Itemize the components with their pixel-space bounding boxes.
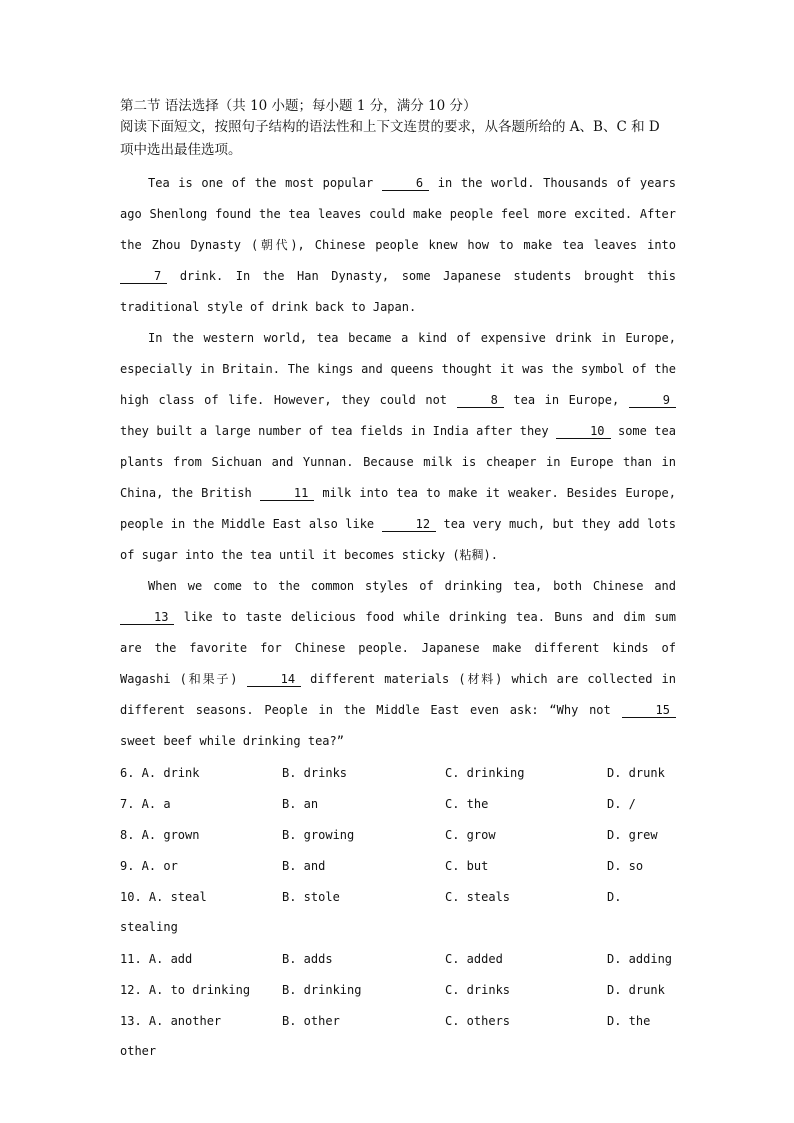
option-a: 10. A. steal — [120, 889, 207, 904]
option-row — [120, 819, 676, 850]
passage-paragraph-3: When we come to the common styles of drinking tea, both Chinese and 13 like to taste delicious food while drinking tea. Buns and dim sum are the favorite for Chinese people. Japanese make different kinds of Wagashi (和果子) 14 different materials (材料) which are collected in different seasons. People in the Middle East even ask: “Why not 15 sweet beef while drinking tea?” — [120, 579, 676, 748]
option-row — [120, 881, 676, 912]
option-row — [120, 1005, 676, 1036]
option-b: B. drinks — [282, 765, 348, 780]
option-d: D. drunk — [607, 765, 665, 780]
option-row — [120, 788, 676, 819]
option-wrap: other — [120, 1044, 157, 1058]
option-b: B. stole — [282, 889, 340, 904]
option-a: 8. A. grown — [120, 827, 200, 842]
option-a: 11. A. add — [120, 951, 193, 966]
blank-13: 13 — [120, 610, 174, 625]
section-heading: 第二节 语法选择（共 10 小题；每小题 1 分，满分 10 分） — [120, 98, 477, 114]
blank-15: 15 — [622, 703, 676, 718]
option-d: D. — [607, 889, 622, 904]
blank-12: 12 — [382, 517, 436, 532]
options-list — [120, 757, 676, 1067]
option-b: B. drinking — [282, 982, 362, 997]
option-b: B. an — [282, 796, 319, 811]
option-b: B. adds — [282, 951, 333, 966]
blank-14: 14 — [247, 672, 301, 687]
option-a: 9. A. or — [120, 858, 178, 873]
option-b: B. other — [282, 1013, 340, 1028]
option-row — [120, 850, 676, 881]
blank-9: 9 — [629, 393, 676, 408]
blank-6: 6 — [382, 176, 429, 191]
option-c: C. others — [445, 1013, 511, 1028]
option-row — [120, 974, 676, 1005]
option-c: C. drinking — [445, 765, 525, 780]
option-a: 12. A. to drinking — [120, 982, 251, 997]
blank-10: 10 — [556, 424, 610, 439]
option-d: D. / — [607, 796, 636, 811]
option-b: B. growing — [282, 827, 355, 842]
option-c: C. grow — [445, 827, 496, 842]
passage-paragraph-1: Tea is one of the most popular 6 in the world. Thousands of years ago Shenlong found the tea leaves could make people feel more excited. After the Zhou Dynasty (朝代), Chinese people knew how to make tea leaves into 7 drink. In the Han Dynasty, some Japanese students brought this traditional style of drink back to Japan. — [120, 176, 676, 314]
option-a: 6. A. drink — [120, 765, 200, 780]
option-c: C. drinks — [445, 982, 511, 997]
option-a: 7. A. a — [120, 796, 171, 811]
option-a: 13. A. another — [120, 1013, 222, 1028]
option-d: D. drunk — [607, 982, 665, 997]
passage-paragraph-2: In the western world, tea became a kind of expensive drink in Europe, especially in Britain. The kings and queens thought it was the symbol of the high class of life. However, they could not 8 tea in Europe, 9 they built a large number of tea fields in India after they 10 some tea plants from Sichuan and Yunnan. Because milk is cheaper in Europe than in China, the British 11 milk into tea to make it weaker. Besides Europe, people in the Middle East also like 12 tea very much, but they add lots of sugar into the tea until it becomes sticky (粘稠). — [120, 331, 676, 562]
option-d: D. adding — [607, 951, 673, 966]
option-c: C. steals — [445, 889, 511, 904]
option-c: C. added — [445, 951, 503, 966]
blank-8: 8 — [457, 393, 504, 408]
exam-page — [120, 96, 676, 1067]
option-wrap: stealing — [120, 920, 178, 934]
option-d: D. grew — [607, 827, 658, 842]
option-d: D. the — [607, 1013, 651, 1028]
option-row — [120, 943, 676, 974]
option-c: C. the — [445, 796, 489, 811]
section-instruction: 阅读下面短文，按照句子结构的语法性和上下文连贯的要求，从各题所给的 A、B、C 和 D 项中选出最佳选项。 — [120, 119, 660, 158]
option-row — [120, 757, 676, 788]
option-b: B. and — [282, 858, 326, 873]
option-d: D. so — [607, 858, 644, 873]
blank-11: 11 — [260, 486, 314, 501]
option-c: C. but — [445, 858, 489, 873]
blank-7: 7 — [120, 269, 167, 284]
